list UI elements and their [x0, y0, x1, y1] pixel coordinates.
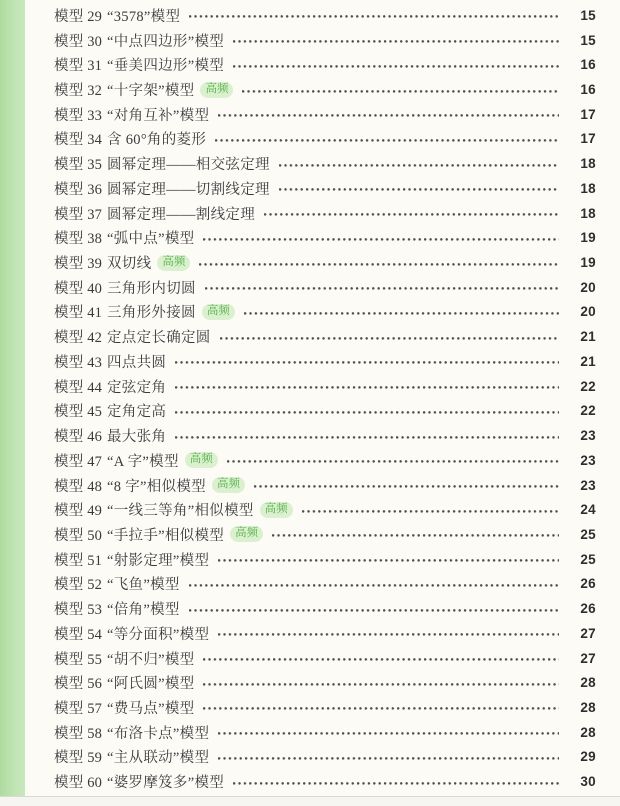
- entry-page-number: 22: [580, 403, 596, 419]
- dot-leader: [218, 757, 559, 760]
- entry-page-number: 30: [580, 774, 596, 790]
- entry-model-label: 模型 38: [54, 231, 103, 248]
- entry-page-number: 23: [580, 452, 596, 468]
- entry-model-label: 模型 41: [54, 305, 103, 322]
- entry-page-number: 24: [580, 502, 596, 518]
- entry-model-label: 模型 32: [54, 83, 103, 100]
- entry-title: “3578”模型: [107, 8, 181, 25]
- entry-page-number: 25: [580, 551, 596, 567]
- entry-model-label: 模型 34: [54, 132, 103, 149]
- dot-leader: [203, 683, 559, 686]
- entry-title: 定点定长确定圆: [107, 330, 211, 347]
- entry-title: “射影定理”模型: [107, 552, 210, 569]
- toc-entry: [54, 275, 596, 300]
- dot-leader: [199, 263, 559, 266]
- entry-title: “对角互补”模型: [107, 107, 210, 124]
- high-frequency-badge: 高频: [212, 477, 245, 493]
- entry-title: 定角定高: [107, 404, 167, 421]
- toc-entry: [54, 250, 596, 275]
- toc-entry: [54, 127, 596, 152]
- entry-page-number: 18: [580, 156, 596, 172]
- high-frequency-badge: 高频: [230, 526, 263, 542]
- entry-model-label: 模型 35: [54, 157, 103, 174]
- dot-leader: [242, 90, 559, 93]
- entry-title: “中点四边形”模型: [107, 33, 225, 50]
- dot-leader: [205, 287, 559, 290]
- dot-leader: [189, 584, 559, 587]
- entry-model-label: 模型 53: [54, 602, 103, 619]
- entry-model-label: 模型 29: [54, 8, 103, 25]
- entry-title: “阿氏圆”模型: [107, 676, 195, 693]
- toc-entry: [54, 670, 596, 695]
- entry-title: “胡不归”模型: [107, 651, 195, 668]
- dot-leader: [203, 658, 559, 661]
- entry-model-label: 模型 31: [54, 58, 103, 75]
- entry-page-number: 19: [580, 255, 596, 271]
- toc-entry: [54, 769, 596, 794]
- dot-leader: [189, 15, 559, 18]
- entry-title: 双切线: [107, 256, 152, 273]
- dot-leader: [218, 633, 559, 636]
- entry-title: “8 字”相似模型: [107, 478, 206, 495]
- entry-page-number: 26: [580, 601, 596, 617]
- toc-entry: [54, 745, 596, 770]
- entry-page-number: 21: [580, 329, 596, 345]
- dot-leader: [203, 238, 559, 241]
- entry-model-label: 模型 45: [54, 404, 103, 421]
- entry-model-label: 模型 48: [54, 478, 103, 495]
- entry-model-label: 模型 36: [54, 181, 103, 198]
- entry-title: “一线三等角”相似模型: [107, 503, 254, 520]
- dot-leader: [203, 707, 559, 710]
- entry-model-label: 模型 30: [54, 33, 103, 50]
- entry-page-number: 20: [580, 304, 596, 320]
- toc-entry: [54, 596, 596, 621]
- dot-leader: [244, 312, 559, 315]
- toc-entry: [54, 448, 596, 473]
- dot-leader: [218, 114, 559, 117]
- dot-leader: [215, 139, 559, 142]
- entry-model-label: 模型 40: [54, 280, 103, 297]
- entry-title: 最大张角: [107, 429, 167, 446]
- toc-entry: [54, 423, 596, 448]
- entry-page-number: 18: [580, 180, 596, 196]
- entry-title: “婆罗摩笈多”模型: [107, 775, 225, 792]
- toc-entry: [54, 52, 596, 77]
- dot-leader: [272, 534, 559, 537]
- dot-leader: [227, 460, 559, 463]
- entry-title: 三角形外接圆: [107, 305, 196, 322]
- toc-entry: [54, 201, 596, 226]
- dot-leader: [175, 386, 559, 389]
- dot-leader: [279, 164, 559, 167]
- entry-title: 圆幂定理——相交弦定理: [107, 157, 270, 174]
- dot-leader: [233, 40, 559, 43]
- high-frequency-badge: 高频: [260, 502, 293, 518]
- dot-leader: [279, 188, 559, 191]
- left-binding-strip: [0, 0, 25, 797]
- dot-leader: [175, 361, 559, 364]
- entry-title: 定弦定角: [107, 379, 167, 396]
- toc-entry: [54, 473, 596, 498]
- toc-entry: [54, 522, 596, 547]
- entry-model-label: 模型 54: [54, 626, 103, 643]
- entry-page-number: 28: [580, 699, 596, 715]
- entry-title: “十字架”模型: [107, 83, 195, 100]
- dot-leader: [233, 65, 559, 68]
- toc-entry: [54, 77, 596, 102]
- entry-page-number: 22: [580, 378, 596, 394]
- entry-title: “倍角”模型: [107, 602, 180, 619]
- entry-model-label: 模型 56: [54, 676, 103, 693]
- toc-entry: [54, 225, 596, 250]
- toc-entry: [54, 324, 596, 349]
- entry-model-label: 模型 42: [54, 330, 103, 347]
- entry-page-number: 20: [580, 279, 596, 295]
- entry-page-number: 26: [580, 576, 596, 592]
- entry-page-number: 27: [580, 650, 596, 666]
- dot-leader: [233, 782, 559, 785]
- entry-page-number: 21: [580, 353, 596, 369]
- dot-leader: [254, 485, 559, 488]
- page-bottom-edge: [0, 796, 620, 806]
- entry-page-number: 28: [580, 675, 596, 691]
- entry-page-number: 29: [580, 749, 596, 765]
- entry-model-label: 模型 51: [54, 552, 103, 569]
- high-frequency-badge: 高频: [202, 304, 235, 320]
- entry-model-label: 模型 33: [54, 107, 103, 124]
- entry-model-label: 模型 39: [54, 256, 103, 273]
- entry-model-label: 模型 43: [54, 354, 103, 371]
- toc-entry: [54, 646, 596, 671]
- entry-title: “费马点”模型: [107, 700, 195, 717]
- toc-entry: [54, 399, 596, 424]
- toc-entry: [54, 621, 596, 646]
- high-frequency-badge: 高频: [157, 255, 190, 271]
- dot-leader: [218, 732, 559, 735]
- entry-page-number: 18: [580, 205, 596, 221]
- entry-page-number: 28: [580, 724, 596, 740]
- entry-title: “手拉手”相似模型: [107, 527, 225, 544]
- entry-model-label: 模型 46: [54, 429, 103, 446]
- entry-model-label: 模型 47: [54, 453, 103, 470]
- entry-title: “主从联动”模型: [107, 750, 210, 767]
- entry-title: 四点共圆: [107, 354, 167, 371]
- toc-list: [54, 3, 596, 794]
- dot-leader: [218, 559, 559, 562]
- toc-entry: [54, 497, 596, 522]
- entry-model-label: 模型 37: [54, 206, 103, 223]
- toc-entry: [54, 349, 596, 374]
- entry-model-label: 模型 52: [54, 577, 103, 594]
- entry-title: “布洛卡点”模型: [107, 725, 210, 742]
- entry-model-label: 模型 50: [54, 527, 103, 544]
- dot-leader: [302, 510, 559, 513]
- dot-leader: [264, 213, 559, 216]
- entry-page-number: 17: [580, 131, 596, 147]
- entry-model-label: 模型 60: [54, 775, 103, 792]
- toc-entry: [54, 176, 596, 201]
- toc-entry: [54, 3, 596, 28]
- toc-entry: [54, 151, 596, 176]
- entry-page-number: 19: [580, 230, 596, 246]
- entry-model-label: 模型 58: [54, 725, 103, 742]
- entry-page-number: 16: [580, 57, 596, 73]
- toc-entry: [54, 102, 596, 127]
- entry-model-label: 模型 49: [54, 503, 103, 520]
- entry-title: “A 字”模型: [107, 453, 179, 470]
- entry-title: 圆幂定理——割线定理: [107, 206, 255, 223]
- entry-title: 三角形内切圆: [107, 280, 196, 297]
- entry-page-number: 17: [580, 106, 596, 122]
- dot-leader: [220, 337, 559, 340]
- dot-leader: [175, 436, 559, 439]
- entry-title: “弧中点”模型: [107, 231, 195, 248]
- toc-entry: [54, 374, 596, 399]
- toc-entry: [54, 720, 596, 745]
- entry-page-number: 16: [580, 82, 596, 98]
- entry-page-number: 15: [580, 7, 596, 23]
- dot-leader: [189, 609, 559, 612]
- entry-title: “垂美四边形”模型: [107, 58, 225, 75]
- toc-entry: [54, 695, 596, 720]
- entry-page-number: 23: [580, 428, 596, 444]
- entry-model-label: 模型 59: [54, 750, 103, 767]
- entry-title: “等分面积”模型: [107, 626, 210, 643]
- toc-entry: [54, 28, 596, 53]
- entry-title: “飞鱼”模型: [107, 577, 180, 594]
- entry-page-number: 27: [580, 625, 596, 641]
- dot-leader: [175, 411, 559, 414]
- entry-page-number: 25: [580, 526, 596, 542]
- entry-model-label: 模型 44: [54, 379, 103, 396]
- toc-entry: [54, 547, 596, 572]
- entry-title: 含 60°角的菱形: [107, 132, 207, 149]
- toc-entry: [54, 572, 596, 597]
- entry-page-number: 23: [580, 477, 596, 493]
- high-frequency-badge: 高频: [200, 82, 233, 98]
- high-frequency-badge: 高频: [185, 452, 218, 468]
- entry-page-number: 15: [580, 32, 596, 48]
- entry-title: 圆幂定理——切割线定理: [107, 181, 270, 198]
- entry-model-label: 模型 55: [54, 651, 103, 668]
- entry-model-label: 模型 57: [54, 700, 103, 717]
- toc-entry: [54, 300, 596, 325]
